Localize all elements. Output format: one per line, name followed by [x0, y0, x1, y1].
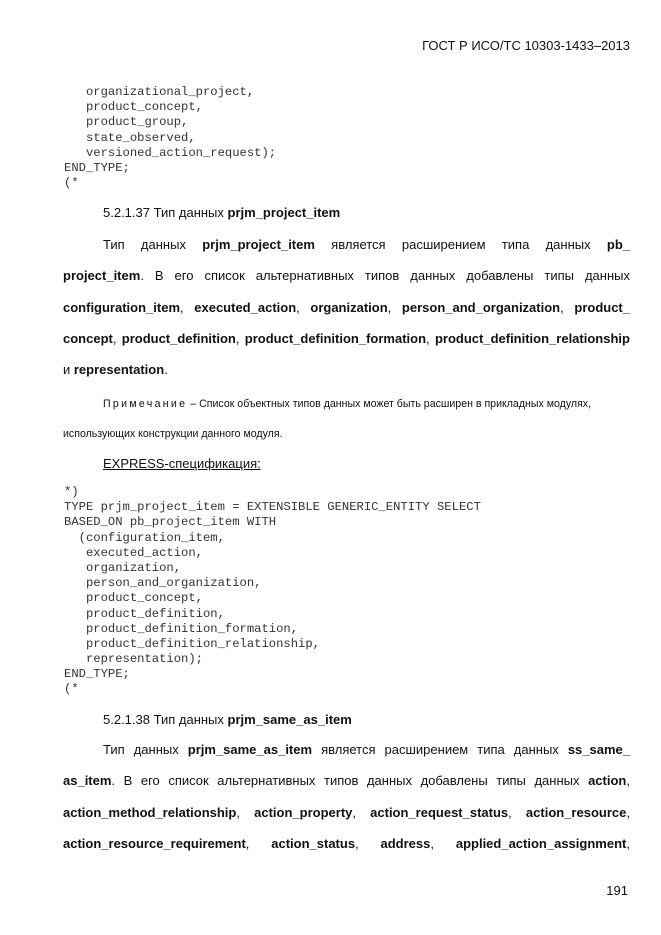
code-line: state_observed, — [64, 130, 196, 145]
section-type-name: prjm_project_item — [227, 205, 341, 220]
code-block-express — [64, 485, 481, 698]
code-line: product_definition, — [64, 606, 225, 621]
code-line: product_concept, — [64, 591, 203, 606]
code-line: END_TYPE; — [64, 667, 130, 682]
code-line: (* — [64, 682, 79, 697]
code-line: executed_action, — [64, 545, 203, 560]
express-spec-heading: EXPRESS-спецификация: — [103, 456, 261, 471]
note-line: использующих конструкции данного модуля. — [63, 428, 283, 440]
code-line: END_TYPE; — [64, 160, 130, 175]
paragraph-line: project_item. В его список альтернативных типов данных добавлены типы данных — [63, 268, 630, 284]
note-label: Примечание — [103, 398, 188, 410]
note-line: Примечание – Список объектных типов данных может быть расширен в прикладных модулях, — [103, 398, 592, 410]
code-line: (configuration_item, — [64, 530, 225, 545]
paragraph-line: configuration_item, executed_action, organization, person_and_organization, product_ — [63, 299, 630, 315]
section-heading-38 — [103, 712, 352, 727]
paragraph-line: и representation. — [63, 362, 168, 378]
code-line: BASED_ON pb_project_item WITH — [64, 515, 277, 530]
code-line: product_definition_relationship, — [64, 636, 320, 651]
paragraph-line: concept, product_definition, product_definition_formation, product_definition_relationship — [63, 330, 630, 346]
section-number: 5.2.1.37 Тип данных — [103, 205, 228, 220]
code-line: person_and_organization, — [64, 576, 262, 591]
code-line: product_concept, — [64, 100, 203, 115]
code-line: *) — [64, 485, 79, 499]
code-line: product_definition_formation, — [64, 621, 299, 636]
code-line: TYPE prjm_project_item = EXTENSIBLE GENERIC_ENTITY SELECT — [64, 500, 481, 515]
section-type-name: prjm_same_as_item — [227, 712, 352, 727]
page-number: 191 — [606, 883, 628, 898]
note-block — [63, 389, 630, 449]
paragraph-38 — [63, 734, 630, 859]
paragraph-line: action_resource_requirement, action_status, address, applied_action_assignment, — [63, 835, 630, 851]
document-header: ГОСТ Р ИСО/ТС 10303-1433–2013 — [422, 38, 630, 53]
section-number: 5.2.1.38 Тип данных — [103, 712, 228, 727]
paragraph-37 — [63, 229, 630, 385]
code-line: representation); — [64, 652, 203, 667]
paragraph-line: action_method_relationship, action_property, action_request_status, action_resource, — [63, 804, 630, 820]
section-heading-37 — [103, 205, 340, 220]
code-line: versioned_action_request); — [64, 145, 277, 160]
code-line: organizational_project, — [64, 85, 255, 99]
code-block-top — [64, 85, 276, 191]
code-line: product_group, — [64, 115, 189, 130]
paragraph-line: Тип данных prjm_same_as_item является расширением типа данных ss_same_ — [103, 742, 630, 757]
code-line: organization, — [64, 560, 182, 575]
paragraph-line: as_item. В его список альтернативных типов данных добавлены типы данных action, — [63, 773, 630, 789]
paragraph-line: Тип данных prjm_project_item является расширением типа данных pb_ — [103, 237, 630, 252]
code-line: (* — [64, 176, 79, 191]
